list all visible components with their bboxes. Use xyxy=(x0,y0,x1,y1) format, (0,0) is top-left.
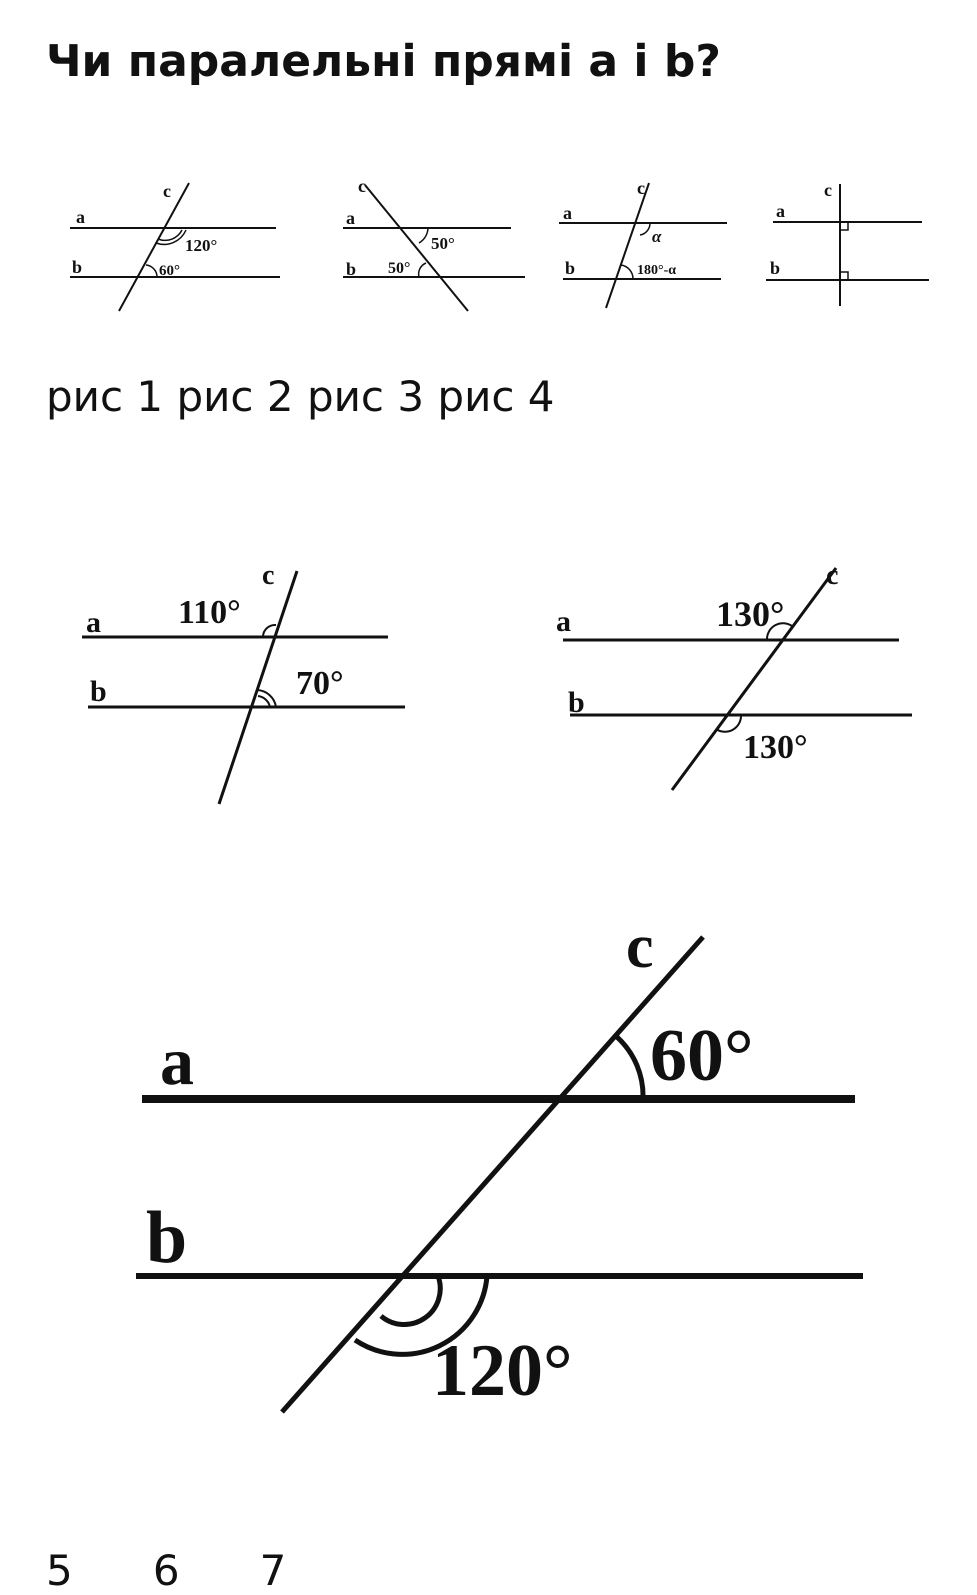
angle-label-top: 50° xyxy=(431,234,455,253)
figure-3 xyxy=(559,178,727,308)
label-b: b xyxy=(90,675,107,708)
angle-arc-top xyxy=(640,223,650,235)
label-b: b xyxy=(568,686,585,719)
figure-2 xyxy=(343,176,525,311)
figure-captions-bottom: 5 6 7 xyxy=(46,1546,287,1595)
label-c: c xyxy=(163,181,171,201)
figure-6 xyxy=(556,560,912,790)
label-c: c xyxy=(824,180,832,200)
label-b: b xyxy=(565,258,576,278)
label-b: b xyxy=(72,257,83,277)
angle-label-bottom: 50° xyxy=(388,260,411,277)
label-a: a xyxy=(346,208,355,228)
line-c xyxy=(119,183,189,311)
angle-label-bottom: 60° xyxy=(159,263,180,279)
label-c: c xyxy=(626,913,654,981)
figure-5 xyxy=(82,560,405,804)
label-a: a xyxy=(563,203,572,223)
label-a: a xyxy=(556,605,571,638)
label-a: a xyxy=(86,606,101,639)
angle-arc-bottom xyxy=(146,265,157,277)
line-c xyxy=(606,183,649,308)
angle-label-top: 120° xyxy=(185,236,218,255)
angle-arc-top xyxy=(419,228,428,243)
angle-label-bottom: 70° xyxy=(296,665,344,702)
figure-captions-top: рис 1 рис 2 рис 3 рис 4 xyxy=(46,372,555,421)
label-a: a xyxy=(160,1023,194,1099)
right-angle-mark-top xyxy=(840,222,848,230)
angle-label-bottom: 180°-α xyxy=(637,263,677,278)
angle-arc-bottom xyxy=(419,263,426,277)
figure-4 xyxy=(766,180,929,306)
angle-label-top: 110° xyxy=(178,594,241,631)
angle-label-bottom: 120° xyxy=(432,1330,573,1412)
figure-1 xyxy=(70,181,280,311)
label-a: a xyxy=(776,201,785,221)
angle-label-bottom: 130° xyxy=(743,729,808,766)
label-c: c xyxy=(262,560,275,591)
angle-arc-bottom xyxy=(621,265,633,279)
angle-arc-top xyxy=(617,1037,643,1099)
angle-arc-bottom xyxy=(381,1276,440,1325)
right-angle-mark-bottom xyxy=(840,272,848,280)
question-title: Чи паралельні прямі а і b? xyxy=(46,36,721,87)
angle-label-top: α xyxy=(652,227,662,246)
angle-arc-bottom-2 xyxy=(258,696,270,707)
label-c: c xyxy=(826,560,839,591)
label-c: c xyxy=(637,178,645,198)
figure-7 xyxy=(136,913,863,1412)
angle-label-top: 130° xyxy=(716,594,785,634)
angle-arc-bottom xyxy=(257,690,276,707)
label-b: b xyxy=(346,259,357,279)
label-a: a xyxy=(76,207,85,227)
label-b: b xyxy=(770,258,781,278)
label-b: b xyxy=(146,1197,188,1279)
label-c: c xyxy=(358,176,366,196)
angle-label-top: 60° xyxy=(650,1015,754,1097)
